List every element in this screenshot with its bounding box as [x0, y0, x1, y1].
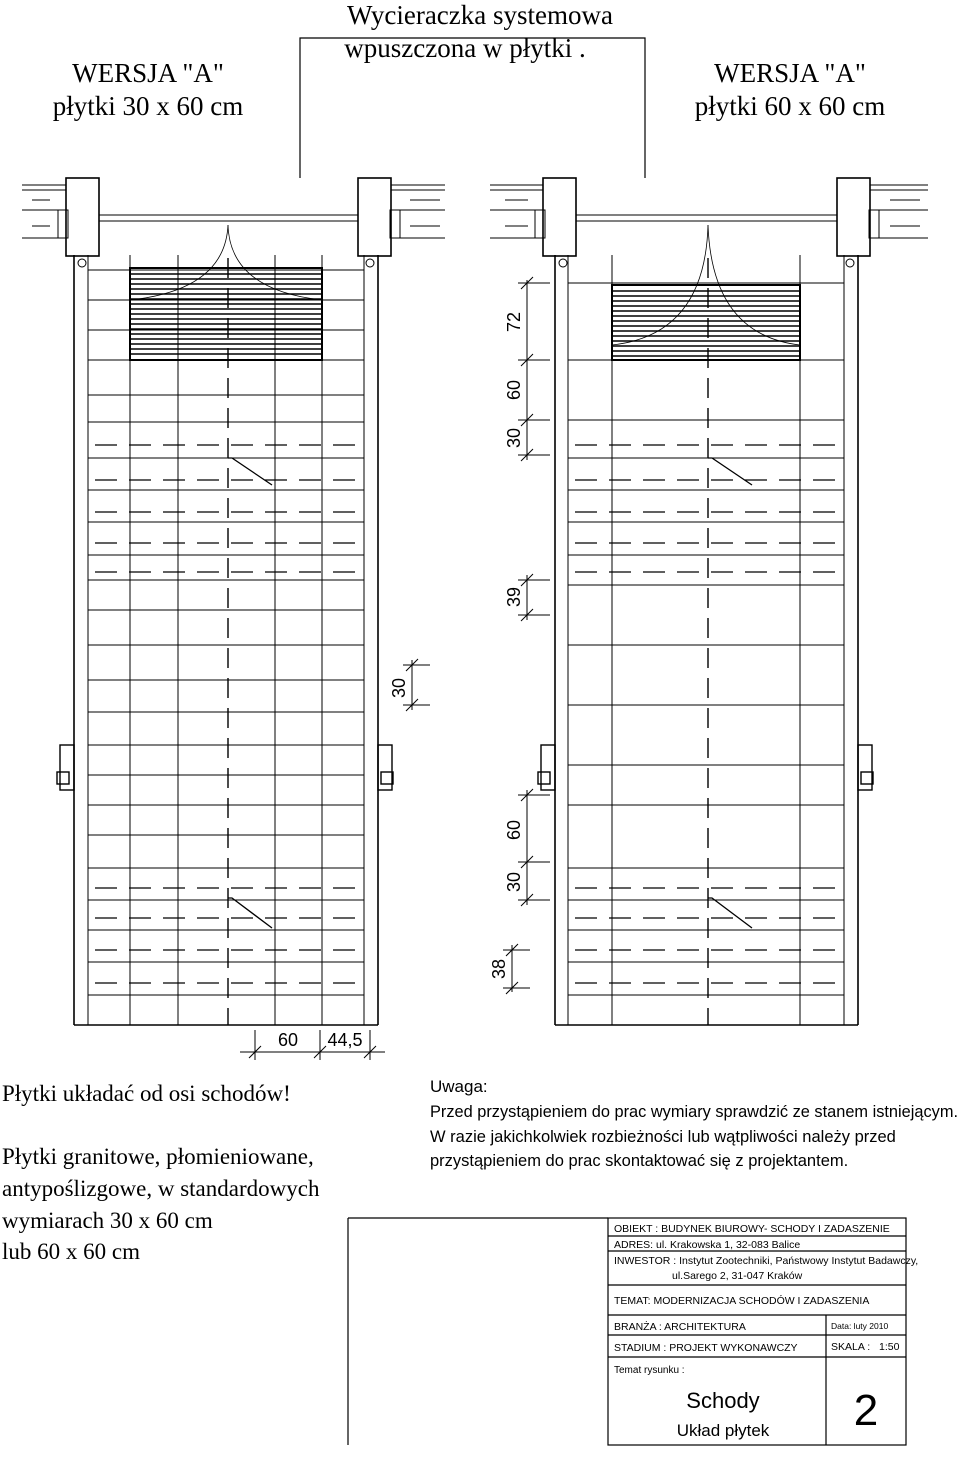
warning-line2: W razie jakichkolwiek rozbieżności lub wątpliwości należy przed [430, 1128, 896, 1146]
warning-title: Uwaga: [430, 1077, 488, 1096]
dim-72: 72 [504, 311, 524, 333]
tb-drawing-subtitle: Układ płytek [676, 1421, 770, 1440]
tb-stadium: STADIUM : PROJEKT WYKONAWCZY [614, 1342, 798, 1354]
tb-branza: BRANŻA : ARCHITEKTURA [614, 1321, 746, 1333]
warning-line3: przystąpieniem do prac skontaktować się z projektantem. [430, 1152, 849, 1170]
dim-60-bottom: 60 [277, 1030, 299, 1050]
tb-inwestor-address: ul.Sarego 2, 31-047 Kraków [672, 1270, 803, 1282]
dim-38: 38 [489, 958, 509, 980]
dim-30-mid: 30 [389, 677, 409, 699]
right-pillar-inner [837, 178, 870, 256]
tb-sheet-number: 2 [853, 1386, 879, 1435]
right-tiles-size: płytki 60 x 60 cm [694, 91, 886, 121]
left-stair-plan [22, 178, 445, 1025]
doormat-label-line1: Wycieraczka systemowa [347, 0, 613, 30]
dim-39: 39 [504, 586, 524, 608]
dim-30-top: 30 [504, 427, 524, 449]
tb-inwestor: INWESTOR : Instytut Zootechniki, Państwowy Instytut Badawczy, [614, 1255, 919, 1267]
tb-data: Data: luty 2010 [831, 1321, 889, 1331]
tb-skala-label: SKALA : [831, 1341, 871, 1353]
right-version-title: WERSJA "A" [714, 58, 866, 88]
dim-60-low: 60 [504, 819, 524, 841]
dim-60-top: 60 [504, 379, 524, 401]
doormat-label-line2: wpuszczona w płytki . [344, 33, 586, 63]
right-stair-plan [490, 178, 928, 1025]
tb-temat: TEMAT: MODERNIZACJA SCHODÓW I ZADASZENIA [614, 1295, 870, 1307]
tb-skala-value: 1:50 [879, 1341, 900, 1353]
left-pillar-outer [66, 178, 99, 256]
warning-line1: Przed przystąpieniem do prac wymiary sprawdzić ze stanem istniejącym. [430, 1103, 958, 1121]
right-pillar-outer [543, 178, 576, 256]
note-axis-rule: Płytki układać od osi schodów! [2, 1081, 291, 1106]
note-material-2: antypoślizgowe, w standardowych [2, 1176, 320, 1201]
left-tiles-size: płytki 30 x 60 cm [52, 91, 244, 121]
left-version-title: WERSJA "A" [72, 58, 224, 88]
tb-temat-rysunku: Temat rysunku : [614, 1365, 685, 1376]
dim-30-low: 30 [504, 871, 524, 893]
left-doormat-slats [130, 274, 322, 354]
tb-obiekt: OBIEKT : BUDYNEK BIUROWY- SCHODY I ZADASZENIE [614, 1223, 890, 1235]
tb-adres: ADRES: ul. Krakowska 1, 32-083 Balice [614, 1239, 801, 1251]
tb-drawing-title: Schody [686, 1388, 760, 1413]
note-material-4: lub 60 x 60 cm [2, 1239, 140, 1264]
note-material-1: Płytki granitowe, płomieniowane, [2, 1144, 314, 1169]
left-pillar-inner [358, 178, 391, 256]
dim-44-5: 44,5 [327, 1030, 363, 1050]
note-material-3: wymiarach 30 x 60 cm [2, 1208, 213, 1233]
right-doormat-slats [612, 291, 800, 356]
